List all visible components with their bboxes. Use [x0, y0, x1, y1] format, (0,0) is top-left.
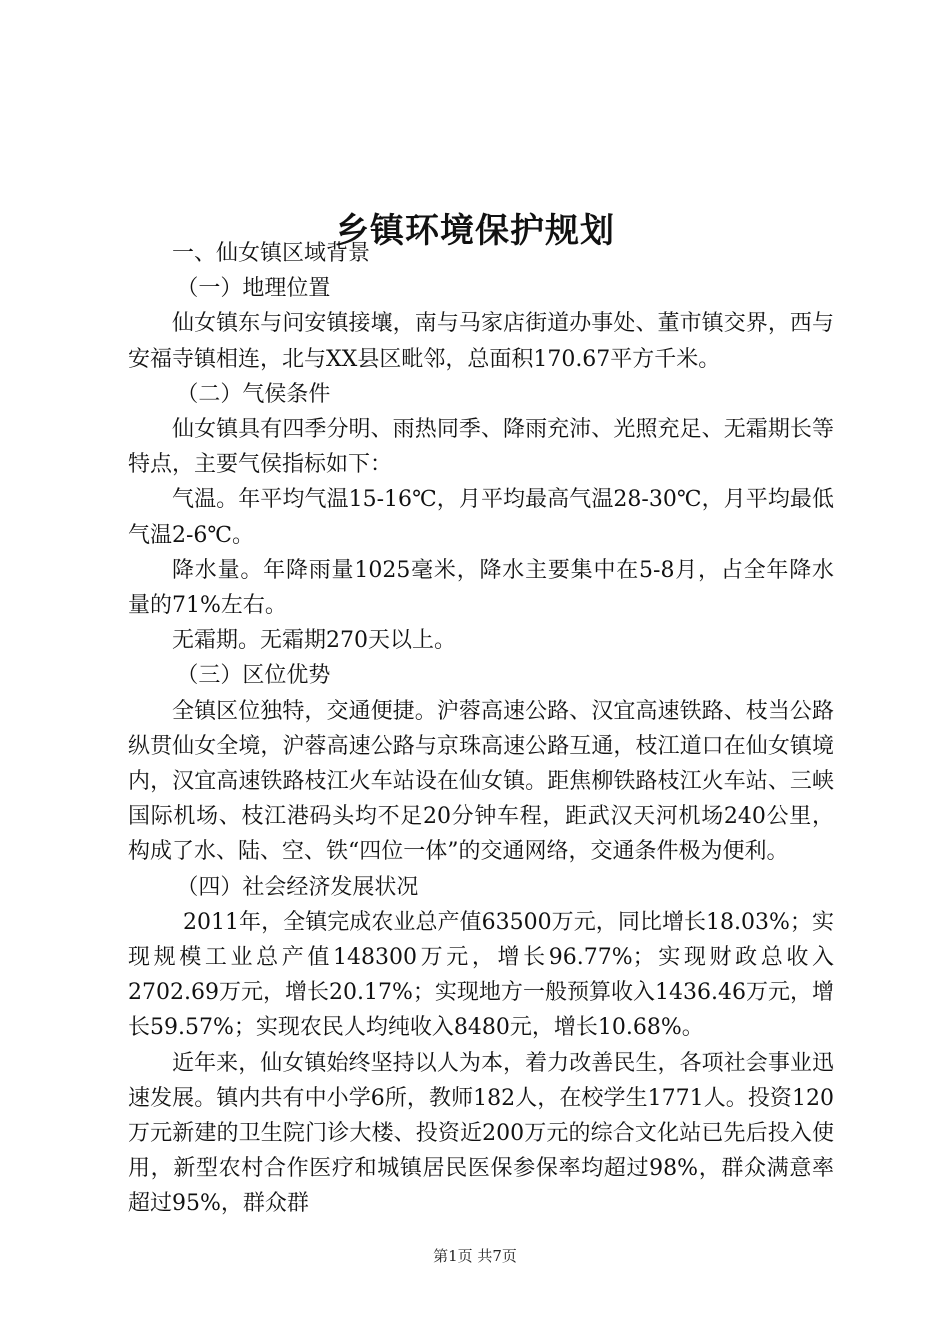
subsection-heading: （二）气侯条件: [176, 381, 331, 407]
subsection-heading: （三）区位优势: [176, 663, 331, 689]
paragraph: 全镇区位独特，交通便捷。沪蓉高速公路、汉宜高速铁路、枝当公路纵贯仙女全境，沪蓉高速公路与京珠高速公路互通，枝江道口在仙女镇境内，汉宜高速铁路枝江火车站设在仙女镇。距焦柳铁路枝江火车站、三峡国际机场、枝江港码头均不足20分钟车程，距武汉天河机场240公里，构成了水、陆、空、铁“四位一体”的交通网络，交通条件极为便利。: [128, 698, 834, 865]
subsection-heading: （一）地理位置: [176, 276, 331, 302]
paragraph: 降水量。年降雨量1025毫米，降水主要集中在5-8月，占全年降水量的71%左右。: [128, 557, 834, 619]
section-heading: 一、仙女镇区域背景: [172, 241, 371, 266]
document-body: [128, 236, 834, 1222]
paragraph: 无霜期。无霜期270天以上。: [172, 628, 456, 654]
paragraph: 气温。年平均气温15-16℃，月平均最高气温28-30℃，月平均最低气温2-6℃。: [128, 487, 834, 548]
paragraph: 仙女镇具有四季分明、雨热同季、降雨充沛、光照充足、无霜期长等特点，主要气侯指标如下：: [128, 417, 834, 478]
document-title: 乡镇环境保护规划: [335, 210, 615, 251]
paragraph: 2011年，全镇完成农业总产值63500万元，同比增长18.03%；实现规模工业总产值148300万元，增长96.77%；实现财政总收入2702.69万元，增长20.17%；实现地方一般预算收入1436.46万元，增长59.57%；实现农民人均纯收入8480元，增长10.68%。: [128, 909, 834, 1041]
subsection-heading: （四）社会经济发展状况: [176, 874, 419, 900]
page-footer: 第1页 共7页: [433, 1247, 517, 1265]
paragraph: 近年来，仙女镇始终坚持以人为本，着力改善民生，各项社会事业迅速发展。镇内共有中小学6所，教师182人，在校学生1771人。投资120万元新建的卫生院门诊大楼、投资近200万元的综合文化站已先后投入使用，新型农村合作医疗和城镇居民医保参保率均超过98%，群众满意率超过95%，群众群: [128, 1050, 834, 1217]
paragraph: 仙女镇东与问安镇接壤，南与马家店街道办事处、董市镇交界，西与安福寺镇相连，北与XX县区毗邻，总面积170.67平方千米。: [128, 311, 834, 372]
